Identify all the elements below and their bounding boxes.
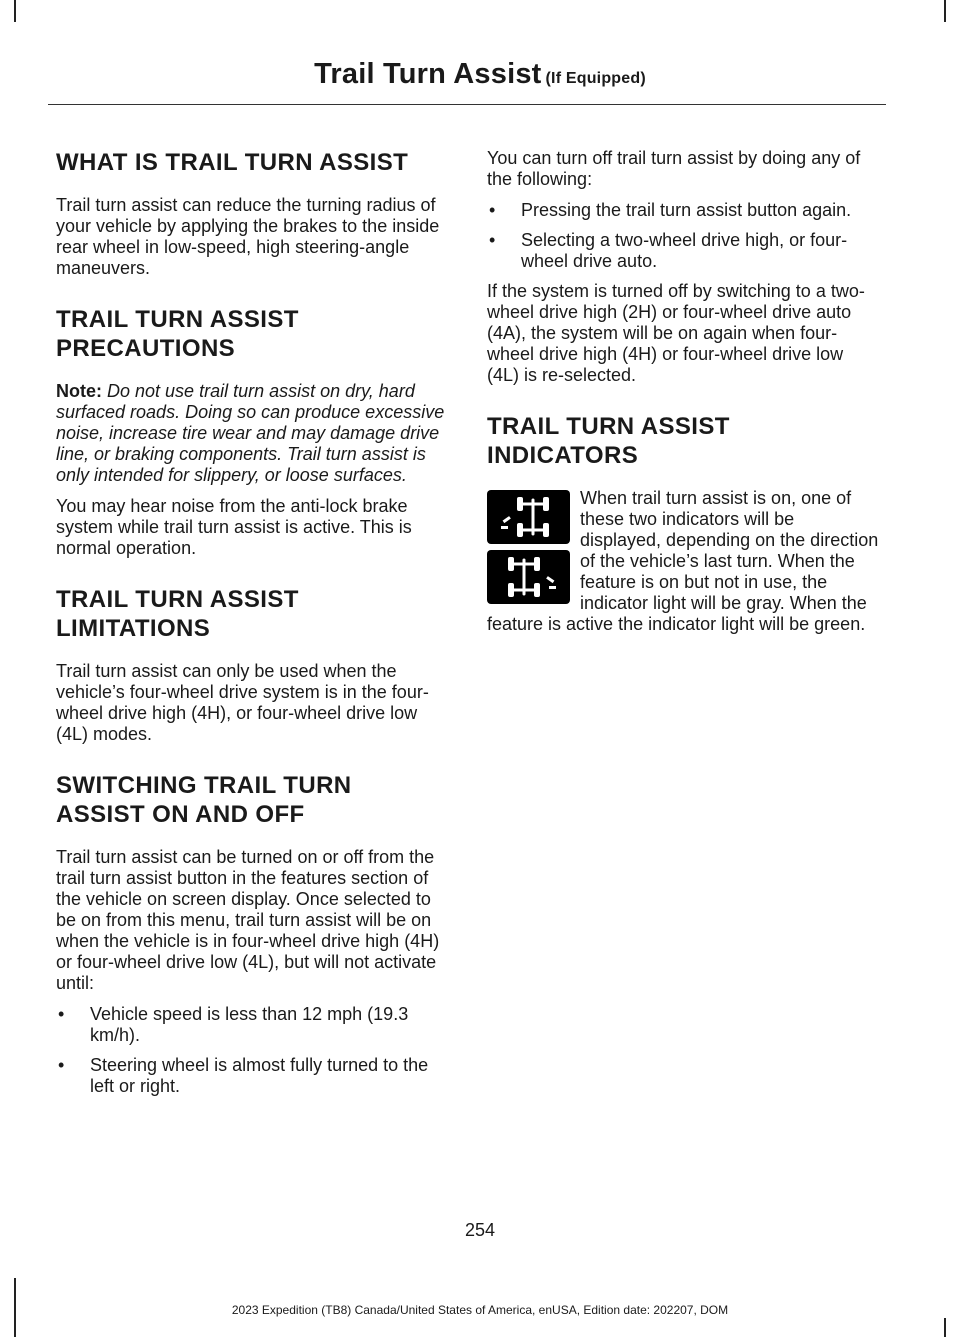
- section-heading: TRAIL TURN ASSIST LIMITATIONS: [56, 586, 299, 642]
- crop-mark-top-left: [14, 0, 16, 22]
- note-label: Note:: [56, 381, 102, 401]
- section-heading: WHAT IS TRAIL TURN ASSIST: [56, 149, 409, 176]
- section-limitations: [56, 585, 448, 745]
- section-body: You can turn off trail turn assist by doing any of the following:: [487, 148, 861, 189]
- left-column: [56, 148, 448, 1106]
- section-body: Trail turn assist can only be used when the vehicle’s four-wheel drive system is in the four-wheel drive high (4H), or four-wheel drive low (4L) modes.: [56, 661, 429, 744]
- section-body: Trail turn assist can reduce the turning radius of your vehicle by applying the brakes to the inside rear wheel in low-speed, high steering-angle maneuvers.: [56, 195, 440, 278]
- section-heading: SWITCHING TRAIL TURN ASSIST ON AND OFF: [56, 772, 352, 828]
- section-heading: TRAIL TURN ASSIST PRECAUTIONS: [56, 306, 299, 362]
- section-body: You may hear noise from the anti-lock brake system while trail turn assist is active. This is normal operation.: [56, 496, 412, 558]
- section-body: Trail turn assist can be turned on or off from the trail turn assist button in the features section of the vehicle on screen display. Once selected to be on from this menu, trail turn assist will be on when the vehicle is in four-wheel drive high (4H) or four-wheel drive low (4L), but will not activate until:: [56, 847, 440, 993]
- indicator-icons: [487, 490, 570, 610]
- section-body: When trail turn assist is on, one of these two indicators will be displayed, depending on the direction of the vehicle’s last turn. When the feature is on but not in use, the indicator light will be gray. When the feature is active the indicator light will be green.: [487, 488, 879, 634]
- header-subtitle: (If Equipped): [545, 70, 646, 87]
- list-item: • Vehicle speed is less than 12 mph (19.3 km/h).: [58, 1004, 409, 1045]
- crop-mark-bottom-right: [944, 1318, 946, 1337]
- section-body: If the system is turned off by switching to a two-wheel drive high (2H) or four-wheel drive auto (4A), the system will be on again when four-wheel drive high (4H) or four-wheel drive low (4L) is re-selected.: [487, 281, 865, 385]
- section-heading: TRAIL TURN ASSIST INDICATORS: [487, 413, 730, 469]
- trail-turn-assist-right-icon: [487, 550, 570, 604]
- section-precautions: [56, 305, 448, 559]
- note-text: Do not use trail turn assist on dry, hard surfaced roads. Doing so can produce excessive noise, increase tire wear and may damage drive line, or braking components. Trail turn assist is only intended for slippery, or loose surfaces.: [56, 381, 445, 485]
- header-rule: [48, 104, 886, 105]
- section-switching: [56, 771, 448, 1097]
- list-item: • Steering wheel is almost fully turned to the left or right.: [58, 1055, 429, 1096]
- trail-turn-assist-left-icon: [487, 490, 570, 544]
- page-footer: 2023 Expedition (TB8) Canada/United States of America, enUSA, Edition date: 202207, DOM: [231, 1303, 729, 1317]
- page-header: [0, 58, 960, 91]
- section-indicators: [487, 412, 879, 635]
- section-what-is: [56, 148, 448, 279]
- right-column: [487, 148, 879, 645]
- bullet-list: [56, 1004, 448, 1097]
- header-title: Trail Turn Assist: [314, 58, 542, 90]
- bullet-list: [487, 200, 879, 272]
- page-number: 254: [464, 1220, 496, 1240]
- list-item: • Selecting a two-wheel drive high, or four-wheel drive auto.: [489, 230, 848, 271]
- crop-mark-top-right: [944, 0, 946, 22]
- note: [56, 381, 448, 486]
- list-item: • Pressing the trail turn assist button again.: [489, 200, 852, 220]
- section-turn-off: [487, 148, 879, 386]
